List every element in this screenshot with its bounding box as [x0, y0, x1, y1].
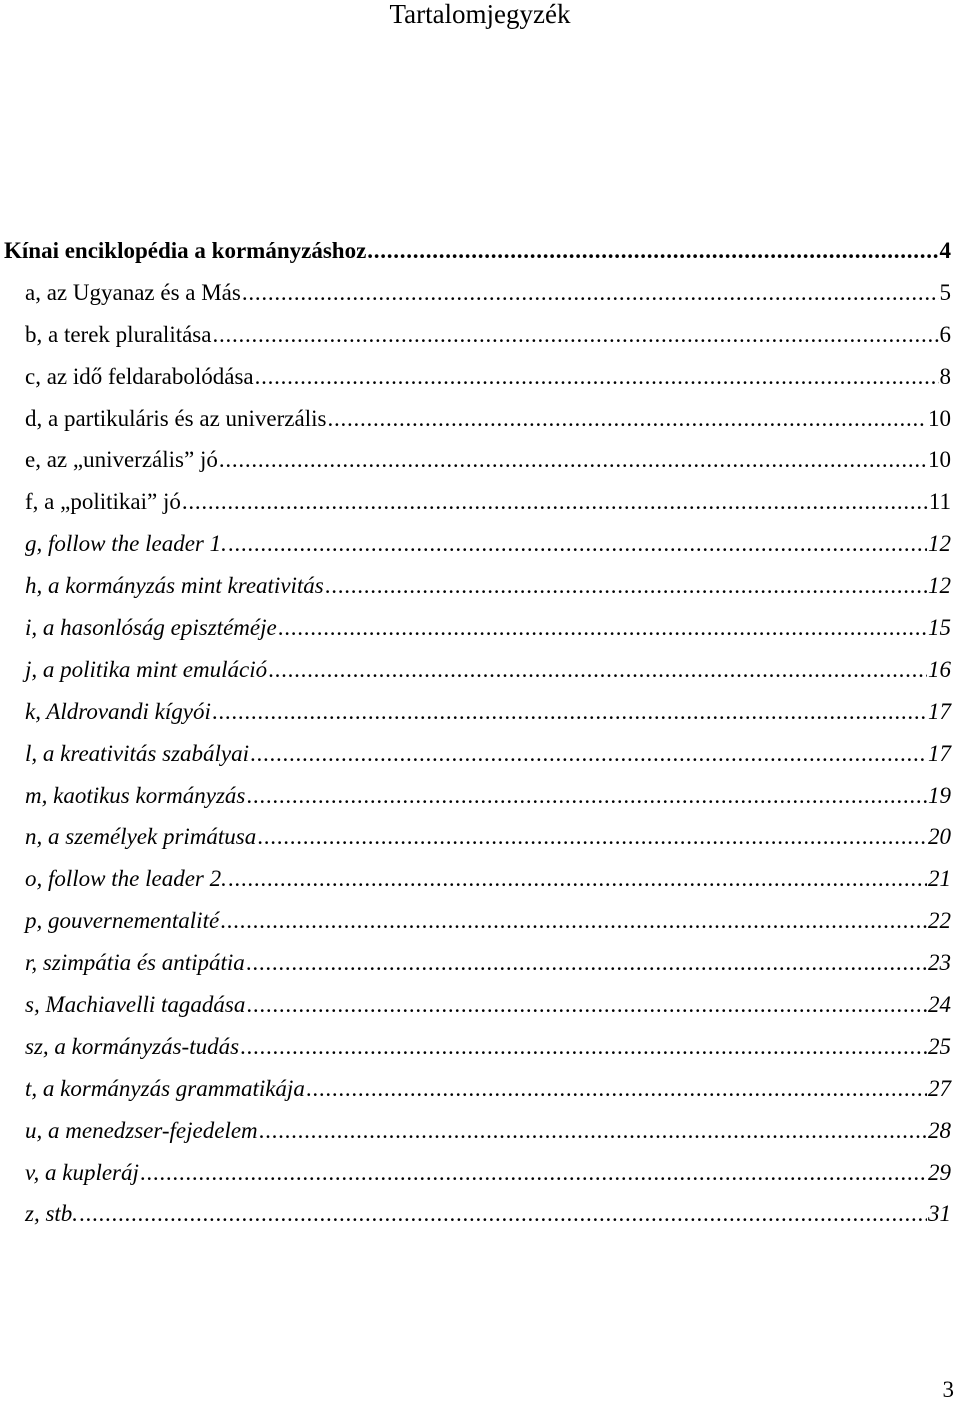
- toc-entry-page: 6: [939, 321, 951, 347]
- toc-section-entry[interactable]: [0, 1026, 960, 1068]
- toc-entry-label: a, az Ugyanaz és a Más: [25, 279, 241, 305]
- toc-section-entry[interactable]: [0, 272, 960, 314]
- toc-entry-label: e, az „univerzális” jó: [25, 447, 218, 473]
- toc-entry-page: 28: [928, 1117, 951, 1143]
- toc-section-entry[interactable]: [0, 858, 960, 900]
- toc-entry-label: i, a hasonlóság episztéméje: [25, 615, 277, 641]
- toc-entry-label: n, a személyek primátusa: [25, 824, 257, 850]
- toc-entry-label: d, a partikuláris és az univerzális: [25, 405, 327, 431]
- toc-section-entry[interactable]: [0, 942, 960, 984]
- toc-section-entry[interactable]: [0, 565, 960, 607]
- toc-dot-leader: [255, 356, 939, 398]
- toc-entry-page: 8: [939, 363, 951, 389]
- toc-section-entry[interactable]: [0, 1110, 960, 1152]
- toc-chapter-entry[interactable]: [0, 230, 960, 272]
- toc-entry-page: 31: [928, 1201, 951, 1227]
- page-number: 3: [942, 1377, 954, 1402]
- toc-section-entry[interactable]: [0, 481, 960, 523]
- toc-dot-leader: [140, 1152, 927, 1194]
- toc-entry-label: z, stb.: [25, 1201, 79, 1227]
- toc-section-entry[interactable]: [0, 984, 960, 1026]
- table-of-contents: [0, 230, 960, 1235]
- toc-entry-page: 15: [928, 615, 951, 641]
- toc-entry-page: 10: [928, 405, 951, 431]
- toc-entry-label: Kínai enciklopédia a kormányzáshoz: [4, 238, 367, 263]
- toc-entry-page: 19: [928, 782, 951, 808]
- toc-entry-page: 10: [928, 447, 951, 473]
- toc-entry-label: u, a menedzser-fejedelem: [25, 1117, 258, 1143]
- toc-dot-leader: [212, 691, 927, 733]
- toc-entry-label: s, Machiavelli tagadása: [25, 992, 246, 1018]
- toc-section-entry[interactable]: [0, 733, 960, 775]
- toc-dot-leader: [246, 942, 927, 984]
- toc-dot-leader: [257, 816, 927, 858]
- toc-dot-leader: [325, 565, 927, 607]
- toc-entry-page: 20: [928, 824, 951, 850]
- page-title: Tartalomjegyzék: [389, 0, 571, 29]
- toc-entry-page: 12: [928, 573, 951, 599]
- toc-entry-label: t, a kormányzás grammatikája: [25, 1075, 305, 1101]
- toc-dot-leader: [228, 858, 927, 900]
- toc-section-entry[interactable]: [0, 691, 960, 733]
- toc-entry-page: 11: [928, 489, 951, 515]
- toc-entry-page: 24: [928, 992, 951, 1018]
- toc-entry-page: 5: [939, 279, 951, 305]
- toc-entry-page: 4: [939, 238, 951, 263]
- toc-entry-label: b, a terek pluralitása: [25, 321, 212, 347]
- toc-section-entry[interactable]: [0, 816, 960, 858]
- toc-entry-label: o, follow the leader 2.: [25, 866, 227, 892]
- toc-dot-leader: [246, 984, 927, 1026]
- toc-entry-label: v, a kupleráj: [25, 1159, 139, 1185]
- toc-dot-leader: [327, 398, 927, 440]
- toc-entry-label: g, follow the leader 1.: [25, 531, 227, 557]
- toc-entry-label: p, gouvernementalité: [25, 908, 220, 934]
- toc-entry-label: k, Aldrovandi kígyói: [25, 698, 211, 724]
- toc-section-entry[interactable]: [0, 523, 960, 565]
- toc-dot-leader: [278, 607, 927, 649]
- toc-entry-page: 22: [928, 908, 951, 934]
- toc-section-entry[interactable]: [0, 398, 960, 440]
- toc-entry-page: 23: [928, 950, 951, 976]
- toc-entry-page: 27: [928, 1075, 951, 1101]
- toc-dot-leader: [240, 1026, 927, 1068]
- toc-section-entry[interactable]: [0, 314, 960, 356]
- toc-section-entry[interactable]: [0, 649, 960, 691]
- toc-entry-label: r, szimpátia és antipátia: [25, 950, 245, 976]
- toc-entry-page: 29: [928, 1159, 951, 1185]
- toc-section-entry[interactable]: [0, 439, 960, 481]
- toc-dot-leader: [250, 733, 927, 775]
- toc-section-entry[interactable]: [0, 356, 960, 398]
- toc-dot-leader: [228, 523, 927, 565]
- toc-dot-leader: [219, 439, 927, 481]
- toc-entry-label: l, a kreativitás szabályai: [25, 740, 250, 766]
- toc-section-entry[interactable]: [0, 1152, 960, 1194]
- toc-entry-page: 17: [928, 698, 951, 724]
- toc-entry-label: f, a „politikai” jó: [25, 489, 181, 515]
- toc-entry-page: 12: [928, 531, 951, 557]
- toc-entry-label: j, a politika mint emuláció: [25, 656, 268, 682]
- toc-entry-label: h, a kormányzás mint kreativitás: [25, 573, 324, 599]
- toc-section-entry[interactable]: [0, 1193, 960, 1235]
- toc-entry-page: 21: [928, 866, 951, 892]
- toc-dot-leader: [306, 1068, 927, 1110]
- toc-entry-label: m, kaotikus kormányzás: [25, 782, 246, 808]
- toc-section-entry[interactable]: [0, 1068, 960, 1110]
- toc-section-entry[interactable]: [0, 607, 960, 649]
- toc-section-entry[interactable]: [0, 775, 960, 817]
- toc-entry-page: 17: [928, 740, 951, 766]
- toc-dot-leader: [212, 314, 938, 356]
- toc-entry-page: 25: [928, 1033, 951, 1059]
- toc-section-entry[interactable]: [0, 900, 960, 942]
- toc-entry-page: 16: [928, 656, 951, 682]
- toc-entry-label: sz, a kormányzás-tudás: [25, 1033, 240, 1059]
- toc-dot-leader: [220, 900, 927, 942]
- toc-dot-leader: [242, 272, 939, 314]
- toc-dot-leader: [182, 481, 928, 523]
- toc-entry-label: c, az idő feldarabolódása: [25, 363, 254, 389]
- toc-dot-leader: [246, 775, 927, 817]
- toc-dot-leader: [259, 1110, 927, 1152]
- toc-dot-leader: [367, 230, 938, 272]
- toc-dot-leader: [268, 649, 927, 691]
- toc-dot-leader: [79, 1193, 927, 1235]
